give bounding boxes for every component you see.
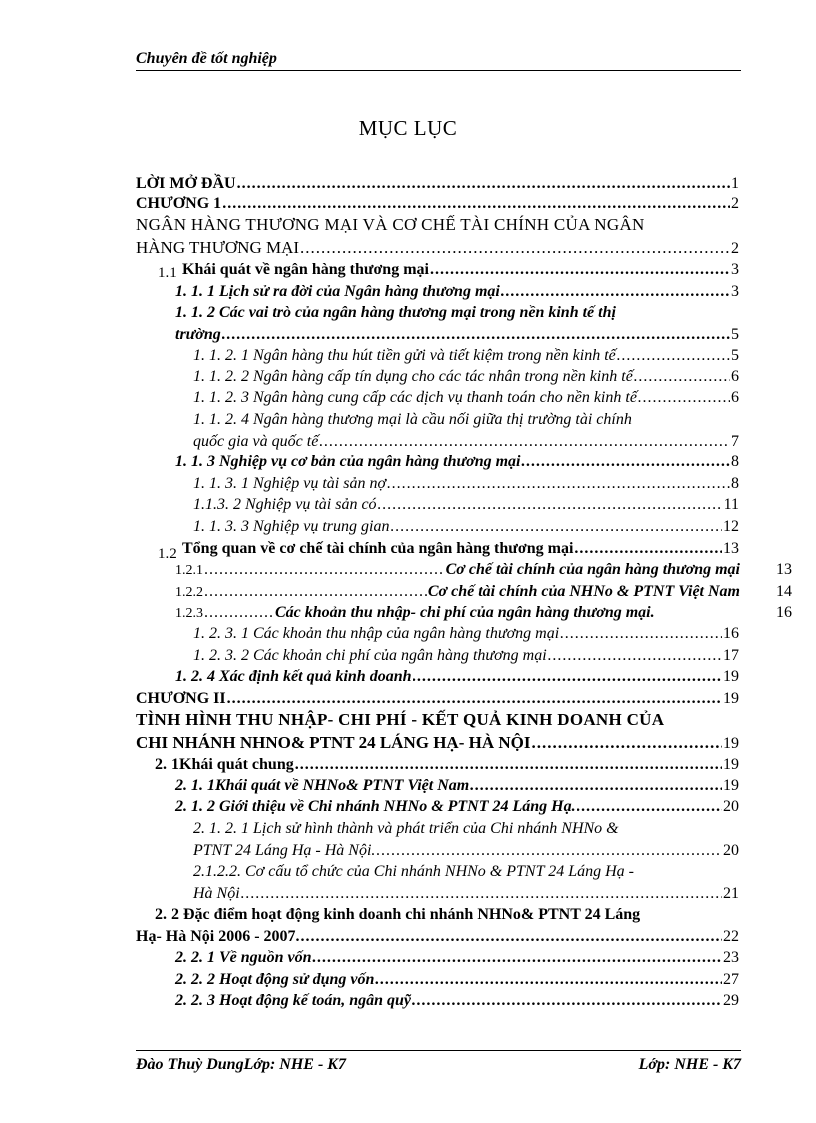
toc-entry[interactable]: [175, 603, 740, 624]
toc-entry-page: 14: [776, 583, 792, 600]
toc-entry-title: Khái quát về ngân hàng thương mại: [182, 261, 429, 278]
toc-entry-number: 1.2: [158, 546, 177, 562]
toc-entry-title: LỜI MỞ ĐẦU: [136, 175, 236, 192]
toc-entry-title: 1. 1. 3. 3 Nghiệp vụ trung gian: [193, 518, 390, 535]
toc-leader: [430, 260, 730, 280]
toc-entry[interactable]: [175, 282, 739, 302]
toc-entry[interactable]: [193, 624, 739, 644]
toc-entry[interactable]: [193, 646, 739, 666]
toc-entry-page: 2: [731, 195, 739, 212]
toc-entry[interactable]: [193, 841, 739, 861]
toc-leader: [634, 367, 730, 387]
toc-entry-title: 2. 1Khái quát chung: [155, 756, 294, 773]
toc-entry[interactable]: [175, 970, 739, 990]
toc-entry-title: Hạ- Hà Nội 2006 - 2007.: [136, 928, 300, 945]
toc-entry-title: 2. 2. 1 Về nguồn vốn: [175, 949, 312, 966]
toc-leader: [531, 733, 722, 753]
toc-leader: [387, 474, 730, 494]
toc-entry-page: 19: [723, 756, 739, 773]
toc-entry-page: 12: [723, 518, 739, 535]
toc-entry[interactable]: [136, 689, 739, 709]
toc-leader: [577, 797, 722, 817]
toc-entry-page: 13: [723, 540, 739, 557]
toc-entry-title-line: 2. 1. 2. 1 Lịch sử hình thành và phát triển của Chi nhánh NHNo &: [193, 820, 619, 837]
toc-entry-title: Cơ chế tài chính của ngân hàng thương mại: [445, 561, 740, 578]
toc-entry-page: 16: [723, 625, 739, 642]
toc-leader: [222, 325, 730, 345]
toc-entry-page: 22: [723, 928, 739, 945]
toc-entry[interactable]: [175, 948, 739, 968]
toc-entry-page: 27: [723, 971, 739, 988]
toc-leader: [300, 238, 730, 258]
toc-entry-page: 3: [731, 283, 739, 300]
toc-leader: [295, 755, 722, 775]
toc-entry-title: 1. 2. 3. 2 Các khoản chi phí của ngân hàng thương mại: [193, 647, 547, 664]
toc-entry[interactable]: [175, 776, 739, 796]
toc-leader: [237, 174, 730, 194]
toc-entry[interactable]: [193, 474, 739, 494]
toc-leader: [574, 539, 722, 559]
toc-entry-page: 23: [723, 949, 739, 966]
toc-entry[interactable]: [175, 667, 739, 687]
toc-leader: [617, 346, 730, 366]
toc-entry-page: 20: [723, 842, 739, 859]
toc-entry[interactable]: [193, 388, 739, 408]
toc-entry-title: Cơ chế tài chính của NHNo & PTNT Việt Nam: [427, 583, 740, 600]
toc-leader: [222, 194, 730, 214]
toc-entry[interactable]: [193, 367, 739, 387]
toc-entry-number: 1.1: [158, 265, 177, 281]
toc-leader: [227, 689, 722, 709]
toc-entry-title: 1. 1. 2. 1 Ngân hàng thu hút tiền gửi và tiết kiệm trong nền kinh tế: [193, 347, 616, 364]
toc-leader: [638, 388, 730, 408]
toc-leader: [390, 517, 722, 537]
toc-entry-title: 1. 1. 2. 2 Ngân hàng cấp tín dụng cho các tác nhân trong nền kinh tế: [193, 368, 633, 385]
toc-entry-title-line: 2.1.2.2. Cơ cấu tổ chức của Chi nhánh NHNo & PTNT 24 Láng Hạ -: [193, 863, 634, 880]
toc-entry-title: 1. 2. 3. 1 Các khoản thu nhập của ngân hàng thương mại: [193, 625, 560, 642]
toc-entry-page: 8: [731, 475, 739, 492]
toc-leader: [413, 667, 723, 687]
footer-class: Lớp: NHE - K7: [638, 1056, 741, 1073]
toc-entry[interactable]: [182, 539, 739, 559]
toc-leader: [376, 841, 722, 861]
toc-entry-page: 6: [731, 368, 739, 385]
toc-entry-title-line: TÌNH HÌNH THU NHẬP- CHI PHÍ - KẾT QUẢ KINH DOANH CỦA: [136, 710, 665, 729]
toc-entry-page: 6: [731, 389, 739, 406]
toc-entry-page: 21: [723, 885, 739, 902]
toc-entry-title-line: 1. 1. 2. 4 Ngân hàng thương mại là cầu nối giữa thị trường tài chính: [193, 411, 632, 428]
toc-leader: [204, 560, 445, 580]
toc-entry-page: 16: [776, 604, 792, 621]
toc-entry-title: trường: [175, 326, 221, 343]
toc-entry-page: 3: [731, 261, 739, 278]
toc-entry[interactable]: [136, 238, 739, 259]
toc-entry-title: 2. 1. 2 Giới thiệu về Chi nhánh NHNo & PTNT 24 Láng Hạ.: [175, 798, 576, 815]
toc-entry-page: 19: [723, 690, 739, 707]
toc-leader: [375, 970, 722, 990]
toc-entry[interactable]: [175, 582, 740, 603]
toc-entry-page: 13: [776, 561, 792, 578]
toc-entry-title: PTNT 24 Láng Hạ - Hà Nội.: [193, 842, 376, 859]
toc-entry-number: 1.2.3: [175, 606, 203, 621]
toc-leader: [204, 603, 274, 623]
toc-entry-page: 7: [731, 433, 739, 450]
toc-entry-page: 1: [731, 175, 739, 192]
page-title: MỤC LỤC: [358, 116, 458, 140]
toc-entry-title: 1. 1. 3 Nghiệp vụ cơ bản của ngân hàng thương mại: [175, 453, 521, 470]
toc-entry-page: 11: [723, 496, 739, 513]
toc-entry-page: 8: [731, 453, 739, 470]
toc-entry-title: quốc gia và quốc tế: [193, 433, 319, 450]
toc-entry[interactable]: [193, 495, 739, 515]
toc-entry-title: Các khoản thu nhập- chi phí của ngân hàng thương mại.: [275, 604, 655, 621]
toc-leader: [319, 432, 730, 452]
toc-entry[interactable]: [175, 797, 739, 817]
toc-entry[interactable]: [136, 174, 739, 194]
toc-entry-title: 1. 1. 2. 3 Ngân hàng cung cấp các dịch vụ thanh toán cho nền kinh tế: [193, 389, 637, 406]
toc-leader: [412, 991, 722, 1011]
toc-entry-title: 1. 1. 1 Lịch sử ra đời của Ngân hàng thương mại: [175, 283, 500, 300]
toc-entry-number: 1.2.1: [175, 563, 203, 578]
toc-entry[interactable]: [193, 346, 739, 366]
toc-entry[interactable]: [175, 325, 739, 345]
toc-leader: [301, 927, 722, 947]
toc-entry[interactable]: [155, 755, 739, 775]
toc-entry-number: 1.2.2: [175, 585, 203, 600]
toc-entry-page: 29: [723, 992, 739, 1009]
toc-entry-page: 5: [731, 326, 739, 343]
toc-leader: [378, 495, 723, 515]
toc-leader: [548, 646, 722, 666]
toc-entry[interactable]: [136, 733, 739, 754]
toc-leader: [560, 624, 722, 644]
toc-entry-title: Tổng quan về cơ chế tài chính của ngân hàng thương mại: [182, 540, 574, 557]
toc-entry-page: 19: [723, 668, 739, 685]
toc-entry[interactable]: [182, 260, 739, 280]
toc-entry-title-line: 2. 2 Đặc điểm hoạt động kinh doanh chi nhánh NHNo& PTNT 24 Láng: [155, 906, 641, 923]
footer-author: Đào Thuỳ DungLớp: NHE - K7: [136, 1056, 346, 1073]
toc-entry-title: 2. 1. 1Khái quát về NHNo& PTNT Việt Nam: [175, 777, 470, 794]
toc-entry[interactable]: [175, 991, 739, 1011]
toc-entry[interactable]: [193, 517, 739, 537]
toc-entry-title: CHƯƠNG II: [136, 690, 226, 707]
page-footer: [136, 1050, 741, 1074]
toc-entry-page: 20: [723, 798, 739, 815]
toc-entry-title: 1.1.3. 2 Nghiệp vụ tài sản có: [193, 496, 377, 513]
toc-entry-page: 5: [731, 347, 739, 364]
toc-entry-title: HÀNG THƯƠNG MẠI: [136, 238, 300, 257]
toc-entry-page: 2: [731, 240, 739, 257]
toc-entry[interactable]: [136, 194, 739, 214]
toc-leader: [312, 948, 722, 968]
toc-entry-page: 17: [723, 647, 739, 664]
toc-entry-title: 1. 2. 4 Xác định kết quả kinh doanh: [175, 668, 412, 685]
toc-entry[interactable]: [136, 927, 739, 947]
toc-entry-title: 2. 2. 3 Hoạt động kế toán, ngân quỹ: [175, 992, 412, 1009]
toc-entry[interactable]: [175, 452, 739, 472]
toc-entry-title: 2. 2. 2 Hoạt động sử dụng vốn: [175, 971, 375, 988]
toc-entry[interactable]: [175, 560, 740, 581]
toc-entry-title: 1. 1. 3. 1 Nghiệp vụ tài sản nợ: [193, 475, 386, 492]
toc-entry-title: Hà Nội: [193, 885, 240, 902]
page-header: Chuyên đề tốt nghiệp: [136, 50, 741, 71]
toc-leader: [501, 282, 730, 302]
toc-leader: [521, 452, 730, 472]
toc-entry-title-line: NGÂN HÀNG THƯƠNG MẠI VÀ CƠ CHẾ TÀI CHÍNH CỦA NGÂN: [136, 215, 645, 234]
toc-entry-page: 19: [723, 735, 739, 752]
toc-entry-title-line: 1. 1. 2 Các vai trò của ngân hàng thương mại trong nền kinh tế thị: [175, 304, 616, 321]
toc-entry[interactable]: [193, 432, 739, 452]
toc-entry[interactable]: [193, 884, 739, 904]
toc-leader: [241, 884, 722, 904]
toc-entry-title: CHƯƠNG 1: [136, 195, 222, 212]
toc-entry-title: CHI NHÁNH NHNO& PTNT 24 LÁNG HẠ- HÀ NỘI: [136, 733, 531, 752]
toc-leader: [470, 776, 722, 796]
toc-leader: [204, 582, 427, 602]
toc-entry-page: 19: [723, 777, 739, 794]
